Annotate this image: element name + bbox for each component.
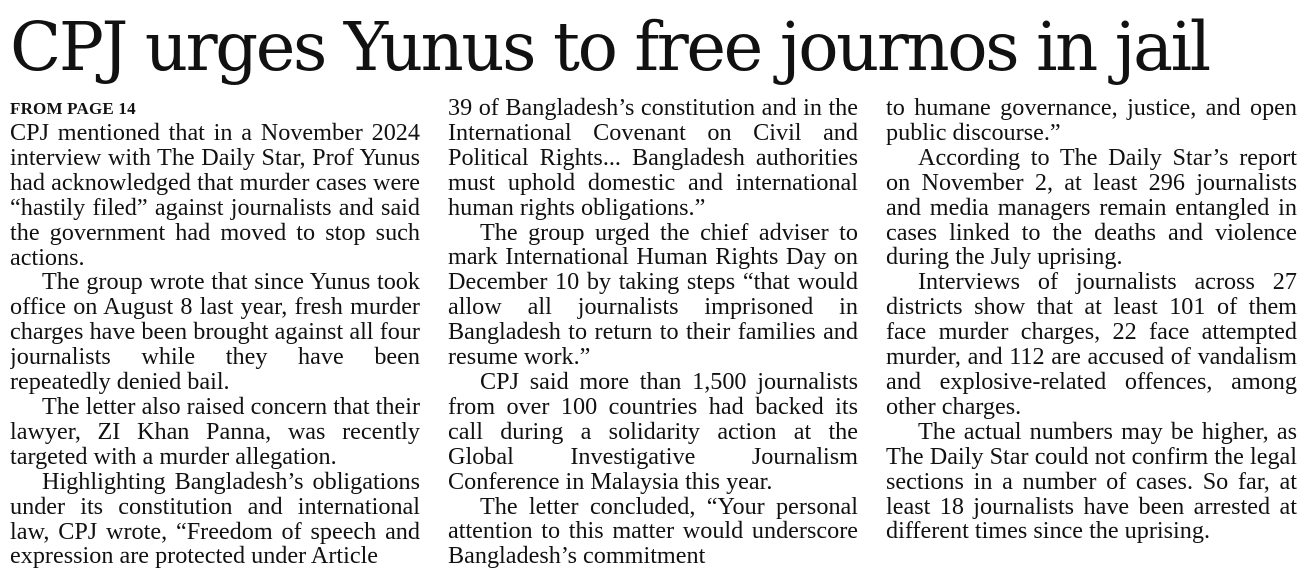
paragraph: According to The Daily Star’s report on November 2, at least 296 journalists and media managers remain entangled in cases linked to the deaths and violence during the July uprising. bbox=[886, 143, 1297, 271]
paragraph: Highlighting Bangladesh’s obligations under its constitution and international law, CPJ wrote, “Freedom of speech and expression are protected under Article bbox=[10, 467, 420, 570]
article-column-1 bbox=[10, 96, 420, 582]
paragraph: The actual numbers may be higher, as The Daily Star could not confirm the legal sections in a number of cases. So far, at least 18 journalists have been arrested at different times since the uprising. bbox=[886, 417, 1297, 545]
paragraph: The letter concluded, “Your personal attention to this matter would underscore Bangladesh’s commitment bbox=[448, 492, 858, 570]
article-column-2 bbox=[448, 96, 858, 582]
paragraph: CPJ mentioned that in a November 2024 interview with The Daily Star, Prof Yunus had acknowledged that murder cases were “hastily filed” against journalists and said the government had moved to stop such actions. bbox=[10, 119, 420, 271]
article-column-3 bbox=[886, 96, 1297, 582]
jump-label: FROM PAGE 14 bbox=[10, 99, 136, 118]
paragraph-continuation: 39 of Bangladesh’s constitution and in the International Covenant on Civil and Political Rights... Bangladesh authorities must uphold domestic and international human rights obligations.” bbox=[448, 96, 858, 221]
paragraph: The group wrote that since Yunus took office on August 8 last year, fresh murder charges have been brought against all four journalists while they have been repeatedly denied bail. bbox=[10, 268, 420, 396]
headline: CPJ urges Yunus to free journos in jail bbox=[10, 8, 1209, 86]
paragraph: The letter also raised concern that their lawyer, ZI Khan Panna, was recently targeted with a murder allegation. bbox=[10, 392, 420, 470]
paragraph-continuation: to humane governance, justice, and open public discourse.” bbox=[886, 96, 1297, 146]
paragraph: The group urged the chief adviser to mark International Human Rights Day on December 10 by taking steps “that would allow all journalists imprisoned in Bangladesh to return to their families and resume work.” bbox=[448, 218, 858, 371]
paragraph: Interviews of journalists across 27 districts show that at least 101 of them face murder charges, 22 face attempted murder, and 112 are accused of vandalism and explosive-related offences, among other charges. bbox=[886, 268, 1297, 420]
paragraph: CPJ said more than 1,500 journalists from over 100 countries had backed its call during a solidarity action at the Global Investigative Journalism Conference in Malaysia this year. bbox=[448, 367, 858, 495]
